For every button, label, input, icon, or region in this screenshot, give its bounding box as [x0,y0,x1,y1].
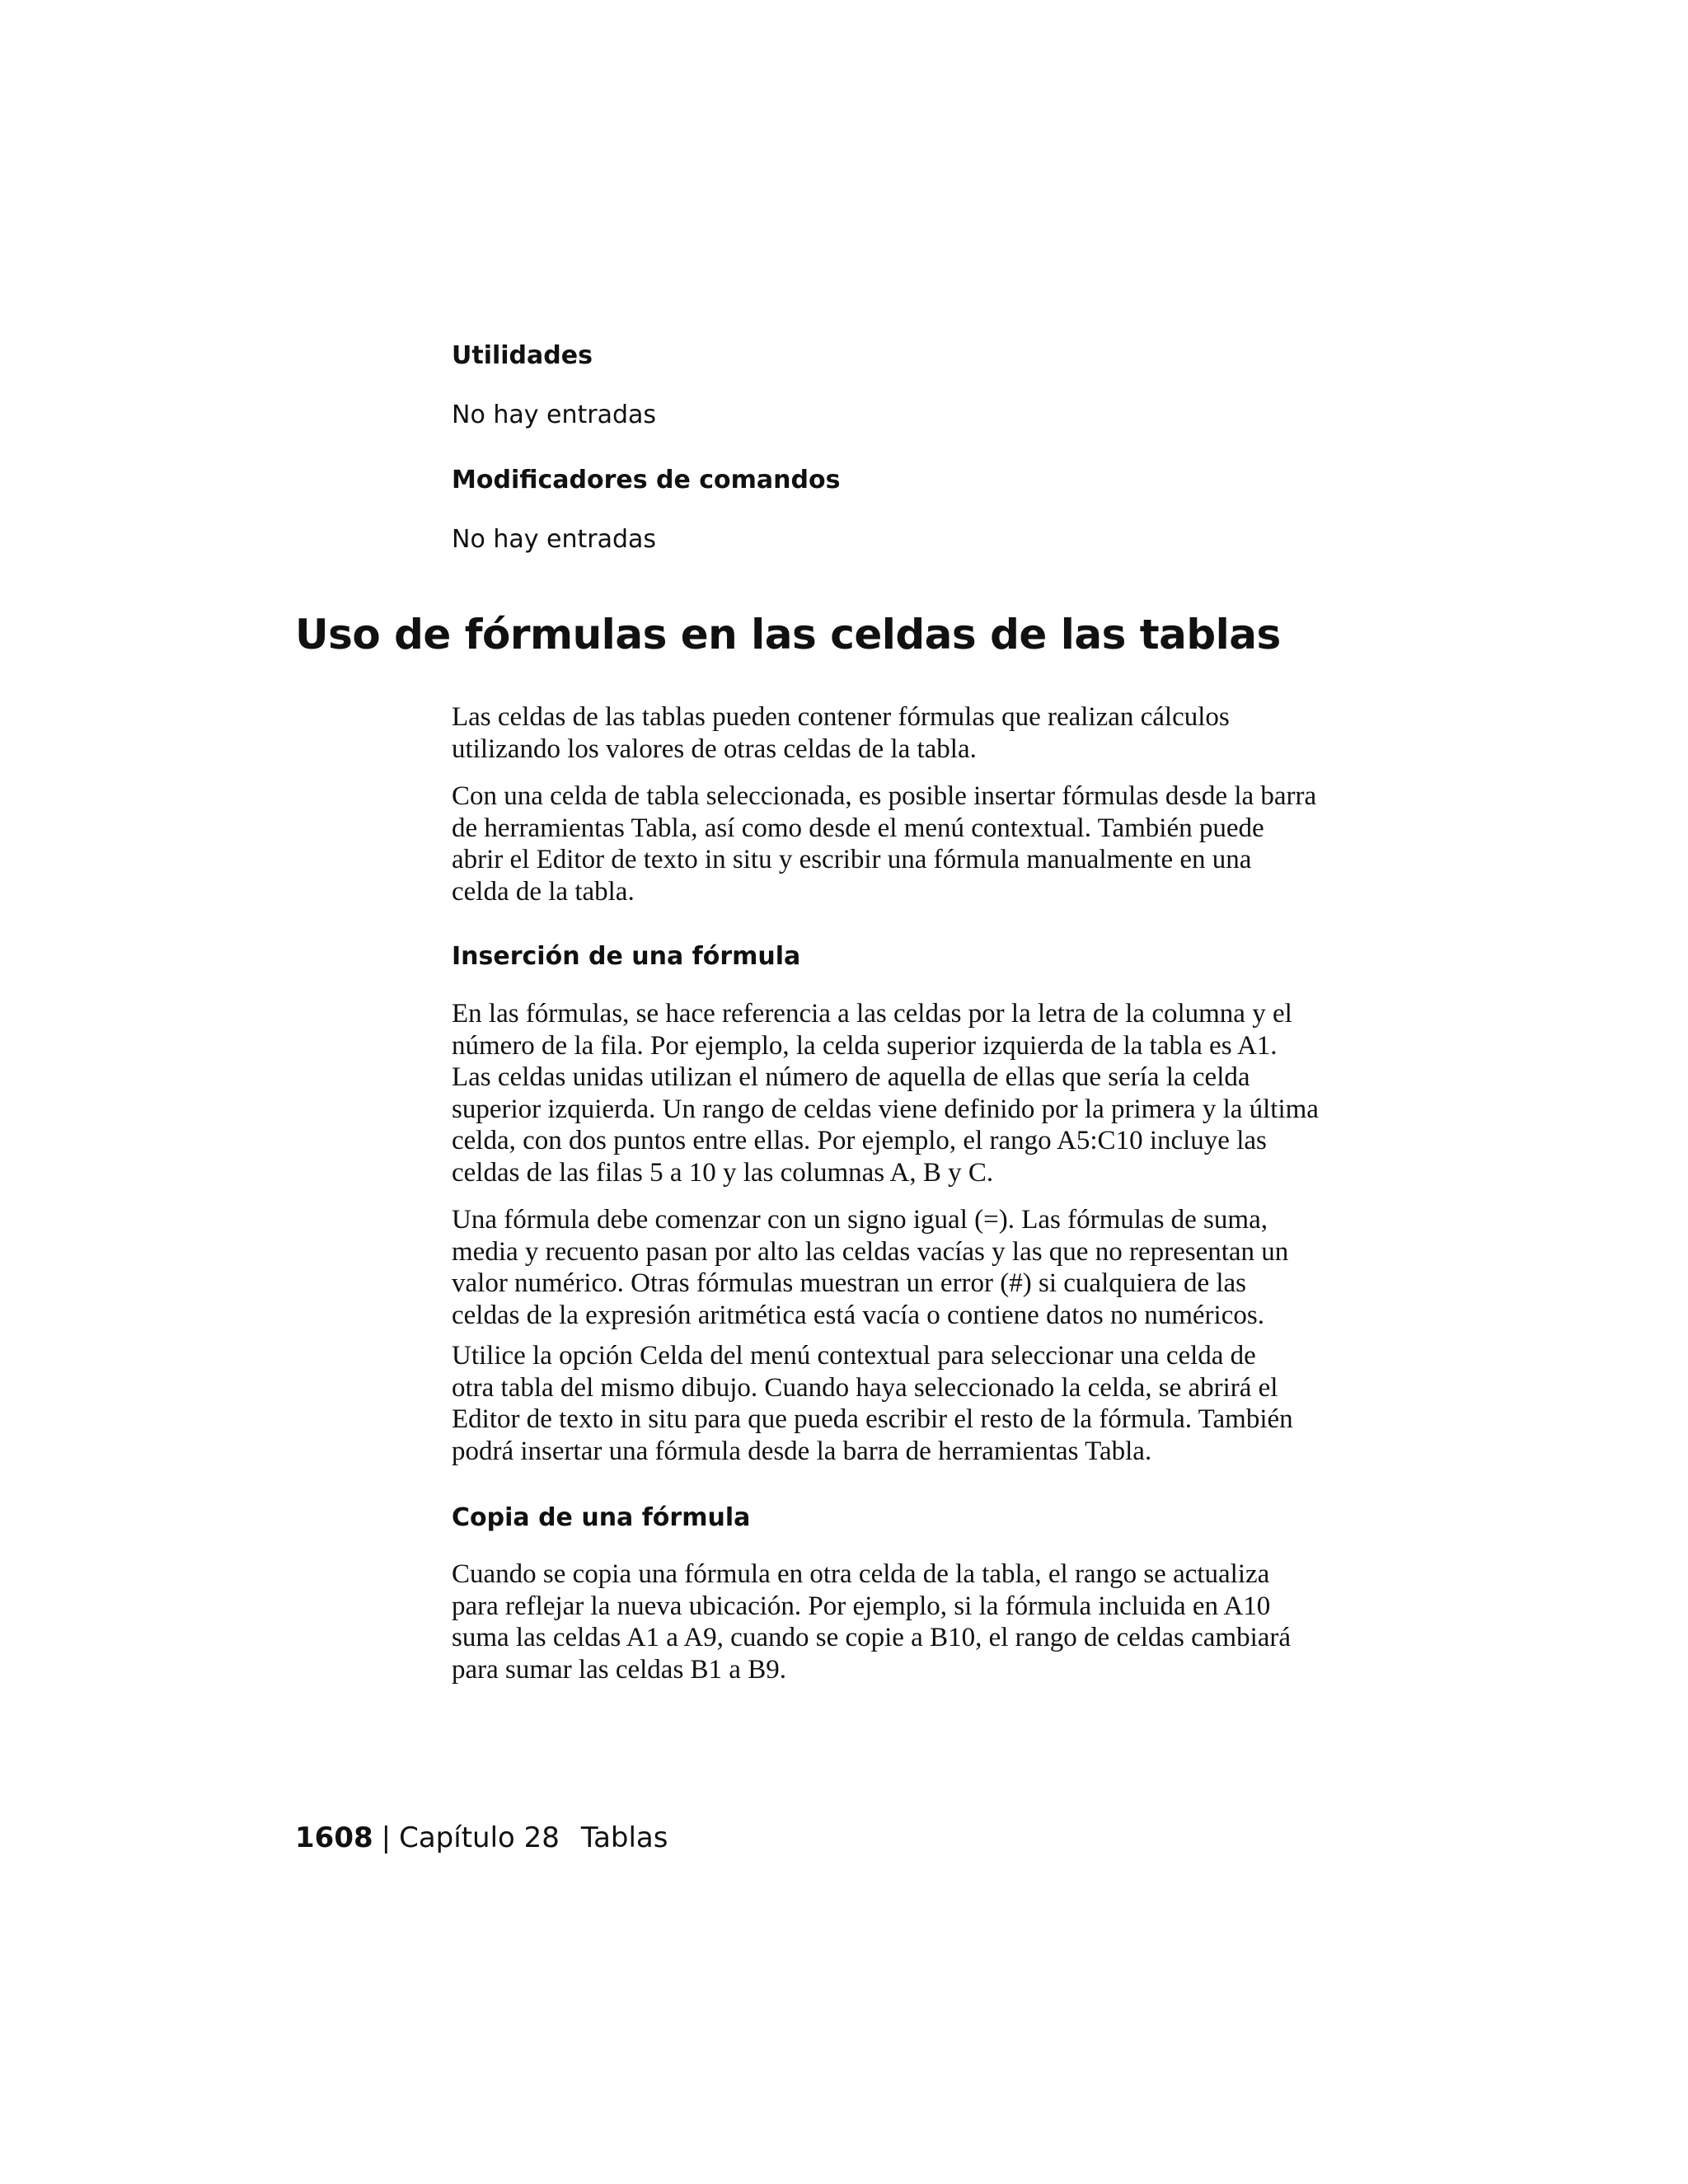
text-line: celdas de la expresión aritmética está vacía o contiene datos no numéricos. [452,1300,1264,1330]
intro-paragraph-2 [452,780,1350,907]
text-line: celda de la tabla. [452,876,635,907]
text-line: superior izquierda. Un rango de celdas viene definido por la primera y la última [452,1094,1319,1124]
text-line: para sumar las celdas B1 a B9. [452,1654,786,1685]
insercion-paragraph-3 [452,1340,1350,1467]
text-line: de herramientas Tabla, así como desde el menú contextual. También puede [452,813,1264,843]
text-line: En las fórmulas, se hace referencia a las celdas por la letra de la columna y el [452,999,1292,1029]
text-line: Utilice la opción Celda del menú contextual para seleccionar una celda de [452,1341,1256,1371]
text-line: Las celdas de las tablas pueden contener fórmulas que realizan cálculos [452,702,1230,732]
text-line: Editor de texto in situ para que pueda escribir el resto de la fórmula. También [452,1404,1293,1434]
modificadores-text: No hay entradas [452,525,657,554]
text-line: número de la fila. Por ejemplo, la celda superior izquierda de la tabla es A1. [452,1030,1278,1061]
main-heading: Uso de fórmulas en las celdas de las tablas [295,611,1281,658]
footer-chapter-title: Tablas [580,1821,668,1854]
text-line: podrá insertar una fórmula desde la barra de herramientas Tabla. [452,1436,1152,1466]
intro-paragraph-1 [452,701,1350,765]
text-line: valor numérico. Otras fórmulas muestran un error (#) si cualquiera de las [452,1268,1246,1298]
text-line: Las celdas unidas utilizan el número de aquella de ellas que sería la celda [452,1062,1250,1092]
text-line: otra tabla del mismo dibujo. Cuando haya seleccionado la celda, se abrirá el [452,1372,1278,1403]
heading-copia: Copia de una fórmula [452,1503,751,1532]
text-line: Una fórmula debe comenzar con un signo igual (=). Las fórmulas de suma, [452,1205,1268,1235]
insercion-paragraph-1 [452,998,1350,1188]
page-number: 1608 [295,1821,373,1854]
text-line: celdas de las filas 5 a 10 y las columnas A, B y C. [452,1157,994,1188]
text-line: media y recuento pasan por alto las celdas vacías y las que no representan un [452,1236,1289,1267]
heading-insercion: Inserción de una fórmula [452,942,801,971]
text-line: para reflejar la nueva ubicación. Por ejemplo, si la fórmula incluida en A10 [452,1591,1271,1621]
insercion-paragraph-2 [452,1204,1350,1331]
copia-paragraph-1 [452,1558,1350,1685]
footer-chapter: Capítulo 28 [399,1821,560,1854]
text-line: Con una celda de tabla seleccionada, es posible insertar fórmulas desde la barra [452,781,1317,811]
footer-separator: | [381,1821,392,1854]
text-line: Cuando se copia una fórmula en otra celda de la tabla, el rango se actualiza [452,1559,1270,1589]
text-line: suma las celdas A1 a A9, cuando se copie a B10, el rango de celdas cambiará [452,1623,1292,1652]
page-footer [295,1821,668,1854]
text-line: abrir el Editor de texto in situ y escribir una fórmula manualmente en una [452,845,1252,874]
heading-modificadores: Modificadores de comandos [452,466,841,494]
heading-utilidades: Utilidades [452,341,593,370]
text-line: utilizando los valores de otras celdas de la tabla. [452,733,977,764]
text-line: celda, con dos puntos entre ellas. Por ejemplo, el rango A5:C10 incluye las [452,1126,1267,1155]
utilidades-text: No hay entradas [452,401,657,429]
